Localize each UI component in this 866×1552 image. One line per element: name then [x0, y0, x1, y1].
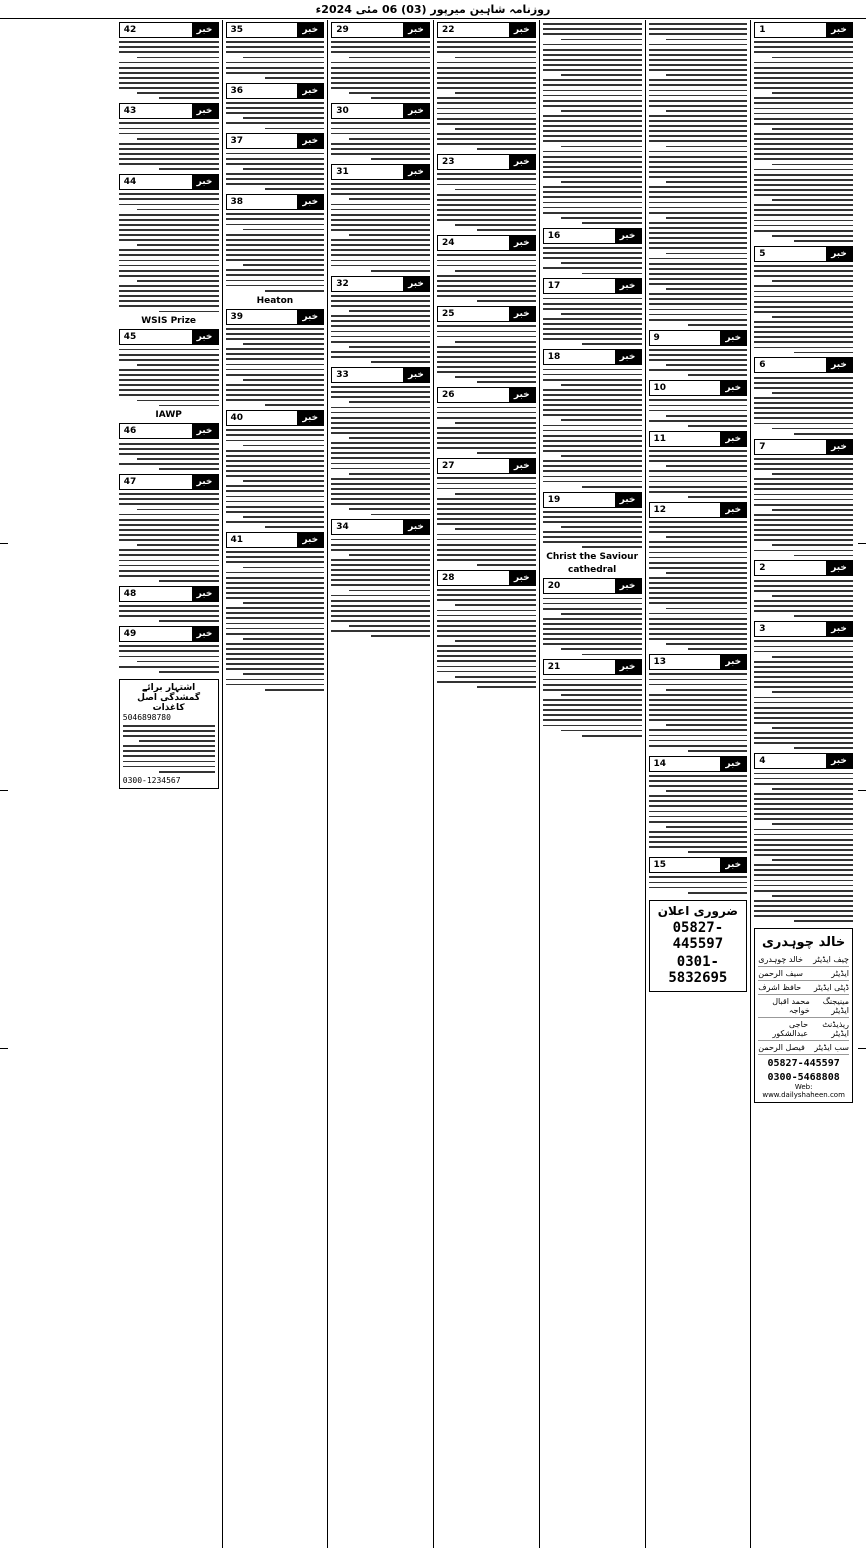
news-item	[119, 474, 219, 582]
news-body	[649, 876, 748, 893]
news-item	[226, 194, 325, 292]
news-label: خبر	[509, 23, 535, 37]
news-number: 48	[123, 588, 137, 599]
news-number-box	[754, 246, 853, 262]
news-number-box	[226, 22, 325, 38]
column-4	[433, 20, 539, 1548]
fold-mark	[858, 790, 866, 791]
news-number: 7	[759, 441, 766, 452]
masthead-person: فیصل الرحمن	[758, 1043, 805, 1053]
news-body	[119, 122, 219, 170]
news-body	[754, 458, 853, 557]
news-number-box	[543, 492, 642, 508]
news-item	[649, 23, 748, 325]
news-label: خبر	[615, 660, 641, 674]
news-number: 24	[442, 238, 455, 249]
news-item	[649, 330, 748, 377]
news-label: خبر	[720, 381, 746, 395]
news-body	[437, 254, 536, 302]
news-number-box	[226, 83, 325, 99]
news-number: 22	[442, 25, 455, 35]
news-number-box	[119, 174, 219, 190]
news-item	[119, 22, 219, 99]
christ-text: Christ the Saviour	[546, 552, 639, 563]
news-item	[437, 306, 536, 383]
news-label: خبر	[403, 165, 429, 179]
news-number: 19	[547, 494, 561, 505]
news-body	[754, 41, 853, 241]
news-number: 32	[336, 278, 349, 289]
masthead-role: ریذیڈنٹ ایڈیٹر	[822, 1020, 849, 1039]
news-body	[754, 640, 853, 749]
news-label: خبر	[615, 493, 641, 507]
news-item	[119, 174, 219, 312]
news-number-box	[543, 659, 642, 675]
news-number: 49	[123, 629, 137, 640]
news-number-box	[754, 439, 853, 455]
news-label: خبر	[509, 236, 535, 250]
news-label: خبر	[192, 175, 218, 189]
news-number: 26	[442, 390, 455, 401]
news-item	[226, 133, 325, 190]
news-body	[543, 679, 642, 737]
news-number-box	[331, 367, 430, 383]
news-number: 17	[547, 281, 561, 292]
news-item	[543, 659, 642, 736]
page-header	[0, 0, 866, 19]
news-label: خبر	[509, 307, 535, 321]
news-label: خبر	[403, 23, 429, 37]
news-label: خبر	[297, 23, 323, 37]
news-number-box	[119, 586, 219, 602]
news-number-box	[754, 621, 853, 637]
news-item	[754, 357, 853, 434]
news-number: 37	[230, 136, 244, 147]
news-number: 27	[442, 461, 455, 472]
news-label: خبر	[826, 622, 852, 636]
news-label: خبر	[826, 561, 852, 575]
news-number: 21	[547, 662, 561, 673]
news-item	[331, 103, 430, 160]
news-body	[543, 369, 642, 488]
news-number: 47	[123, 477, 137, 487]
news-number: 29	[336, 25, 349, 35]
news-number-box	[649, 380, 748, 396]
news-body	[437, 325, 536, 383]
news-body	[649, 450, 748, 498]
news-body	[331, 183, 430, 271]
news-number: 44	[123, 177, 137, 188]
news-body	[649, 673, 748, 751]
news-number-box	[331, 164, 430, 180]
announcement-ad	[649, 900, 748, 992]
news-number-box	[226, 133, 325, 149]
news-number: 25	[442, 309, 455, 320]
news-number: 14	[653, 758, 667, 769]
news-number: 6	[759, 360, 766, 371]
news-number-box	[437, 387, 536, 403]
news-number: 31	[336, 166, 349, 177]
news-number: 46	[123, 426, 137, 437]
news-number-box	[754, 22, 853, 38]
news-label: خبر	[615, 279, 641, 293]
masthead-web: Web: www.dailyshaheen.com	[762, 1083, 845, 1100]
masthead-person: خالد چوہدری	[758, 955, 803, 965]
news-body	[331, 539, 430, 638]
news-item	[649, 756, 748, 854]
news-number: 2	[759, 563, 766, 574]
masthead-person: حاجی عبدالشکور	[772, 1020, 809, 1039]
news-body	[543, 298, 642, 346]
fold-mark	[0, 1048, 8, 1049]
news-body	[123, 725, 215, 773]
news-item	[226, 532, 325, 691]
news-item	[331, 276, 430, 363]
news-item	[331, 164, 430, 272]
news-body	[119, 645, 219, 672]
news-label: خبر	[192, 475, 218, 489]
news-number: 45	[123, 332, 137, 343]
news-number: 35	[230, 25, 244, 35]
news-number-box	[119, 474, 219, 490]
wsis-prize-text: WSIS Prize	[141, 316, 197, 327]
news-body	[226, 153, 325, 190]
masthead-row	[758, 981, 849, 995]
news-number-box	[437, 458, 536, 474]
news-number: 3	[759, 624, 766, 635]
news-number: 34	[336, 522, 349, 533]
masthead-row	[758, 995, 849, 1018]
news-label: خبر	[826, 23, 852, 37]
news-item	[543, 349, 642, 487]
news-label: خبر	[826, 754, 852, 768]
masthead-name: خالد چوہدری	[762, 935, 846, 951]
news-label: خبر	[192, 627, 218, 641]
masthead-phone-1: 05827-445597	[767, 1058, 840, 1070]
masthead-person: سیف الرحمن	[758, 969, 803, 979]
news-item	[649, 380, 748, 427]
news-item	[754, 621, 853, 749]
column-6	[222, 20, 328, 1548]
news-number: 4	[759, 756, 766, 767]
ad-phone-2: 0301-5832695	[668, 953, 728, 986]
news-number: 18	[547, 352, 561, 363]
news-item	[437, 22, 536, 150]
news-number-box	[437, 154, 536, 170]
news-label: خبر	[192, 587, 218, 601]
news-label: خبر	[403, 104, 429, 118]
news-number-box	[437, 22, 536, 38]
news-label: خبر	[509, 155, 535, 169]
news-body	[754, 377, 853, 435]
column-1	[750, 20, 856, 1548]
news-item	[437, 235, 536, 302]
news-item	[649, 654, 748, 752]
news-label: خبر	[720, 655, 746, 669]
cathedral-text: cathedral	[567, 565, 617, 576]
news-body	[649, 399, 748, 426]
news-item	[437, 387, 536, 454]
news-number: 42	[123, 25, 137, 35]
news-body	[119, 349, 219, 407]
news-label: خبر	[297, 84, 323, 98]
news-body	[119, 605, 219, 622]
news-number-box	[119, 22, 219, 38]
header-date: روزنامہ شاہین میرپور (03) 06 مئی 2024ء	[315, 2, 551, 16]
news-number-box	[226, 309, 325, 325]
news-number: 13	[653, 657, 667, 668]
ad-phone-1: 05827-445597	[672, 919, 724, 952]
news-number-box	[437, 235, 536, 251]
news-item	[119, 586, 219, 622]
news-number: 9	[653, 332, 660, 343]
masthead-row	[758, 953, 849, 967]
news-number: 39	[230, 311, 244, 322]
news-number-box	[754, 753, 853, 769]
news-number: 33	[336, 369, 349, 380]
news-number-box	[649, 857, 748, 873]
masthead-person: محمد اقبال خواجہ	[772, 997, 810, 1016]
news-body	[226, 213, 325, 291]
news-number-box	[754, 357, 853, 373]
news-label: خبر	[297, 411, 323, 425]
news-body	[226, 429, 325, 528]
news-body	[119, 443, 219, 470]
news-number: 28	[442, 572, 455, 583]
news-label: خبر	[720, 503, 746, 517]
news-number-box	[331, 22, 430, 38]
news-number-box	[543, 278, 642, 294]
news-item	[649, 431, 748, 498]
news-item	[119, 329, 219, 406]
news-body	[649, 775, 748, 853]
news-label: خبر	[297, 134, 323, 148]
news-label: خبر	[826, 247, 852, 261]
news-label: خبر	[826, 440, 852, 454]
news-body	[437, 477, 536, 565]
news-number-box	[226, 410, 325, 426]
news-item	[119, 103, 219, 170]
news-number: 1	[759, 25, 766, 35]
masthead-role: ایڈیٹر	[831, 969, 849, 979]
masthead-role: ڈپٹی ایڈیٹر	[813, 983, 849, 993]
news-item	[331, 367, 430, 515]
masthead-row	[758, 967, 849, 981]
news-body	[649, 349, 748, 376]
news-label: خبر	[615, 350, 641, 364]
news-number-box	[649, 431, 748, 447]
news-item	[754, 753, 853, 922]
notice-phone: 0300-1234567	[122, 775, 181, 785]
column-3	[539, 20, 645, 1548]
news-number-box	[649, 330, 748, 346]
news-label: خبر	[615, 579, 641, 593]
news-item	[119, 626, 219, 673]
news-body	[649, 23, 748, 325]
news-item	[226, 410, 325, 528]
news-item	[754, 560, 853, 617]
fold-mark	[0, 543, 8, 544]
news-label: خبر	[509, 571, 535, 585]
column-5	[327, 20, 433, 1548]
news-item	[754, 22, 853, 242]
news-item	[754, 246, 853, 354]
news-body	[331, 41, 430, 99]
news-body	[754, 773, 853, 923]
news-number-box	[331, 276, 430, 292]
news-number: 38	[230, 197, 244, 208]
masthead-role: چیف ایڈیٹر	[813, 955, 849, 965]
news-body	[437, 41, 536, 150]
news-label: خبر	[720, 432, 746, 446]
news-number: 12	[653, 504, 667, 515]
news-body	[437, 173, 536, 231]
news-number: 40	[230, 413, 244, 424]
news-item	[543, 492, 642, 549]
news-body	[754, 580, 853, 617]
news-item	[226, 83, 325, 130]
news-number-box	[543, 228, 642, 244]
news-body	[649, 521, 748, 650]
news-body	[543, 598, 642, 656]
news-item	[649, 857, 748, 893]
masthead-phone-2: 0300-5468808	[767, 1072, 840, 1084]
news-number-box	[543, 578, 642, 594]
news-item	[437, 458, 536, 566]
news-label: خبر	[192, 23, 218, 37]
fold-mark	[858, 1048, 866, 1049]
news-body	[331, 295, 430, 363]
news-number: 5	[759, 248, 766, 259]
news-item	[226, 22, 325, 79]
news-item	[543, 23, 642, 223]
news-label: خبر	[192, 104, 218, 118]
news-label: خبر	[720, 757, 746, 771]
news-label: خبر	[403, 368, 429, 382]
news-label: خبر	[509, 388, 535, 402]
notice-id: 5046898780	[122, 712, 171, 722]
news-item	[119, 423, 219, 470]
news-number: 11	[653, 433, 667, 444]
news-item	[543, 578, 642, 655]
news-body	[226, 328, 325, 406]
news-item	[331, 519, 430, 637]
news-number: 15	[653, 860, 667, 871]
news-label: خبر	[720, 331, 746, 345]
columns-container	[10, 20, 856, 1548]
news-label: خبر	[509, 459, 535, 473]
news-number-box	[437, 306, 536, 322]
news-number-box	[119, 329, 219, 345]
news-item	[437, 154, 536, 231]
news-number-box	[331, 103, 430, 119]
column-2	[645, 20, 751, 1548]
news-number-box	[543, 349, 642, 365]
news-number-box	[331, 519, 430, 535]
news-number: 10	[653, 383, 667, 394]
news-body	[543, 247, 642, 274]
masthead-row	[758, 1018, 849, 1041]
news-label: خبر	[192, 424, 218, 438]
news-item	[543, 278, 642, 345]
masthead-person: حافظ اشرف	[758, 983, 802, 993]
news-label: خبر	[192, 330, 218, 344]
news-label: خبر	[615, 229, 641, 243]
news-label: خبر	[297, 195, 323, 209]
news-number-box	[649, 502, 748, 518]
masthead-role: مینیجنگ ایڈیٹر	[822, 997, 849, 1016]
fold-mark	[0, 790, 8, 791]
news-number-box	[119, 626, 219, 642]
fold-mark	[858, 543, 866, 544]
column-7	[116, 20, 222, 1548]
news-label: خبر	[720, 858, 746, 872]
news-number: 23	[442, 157, 455, 168]
news-item	[226, 309, 325, 407]
news-item	[331, 22, 430, 99]
news-number-box	[754, 560, 853, 576]
news-label: خبر	[403, 277, 429, 291]
news-body	[437, 589, 536, 688]
news-number: 20	[547, 581, 561, 592]
news-number-box	[437, 570, 536, 586]
news-label: خبر	[297, 533, 323, 547]
news-number-box	[119, 103, 219, 119]
news-item	[437, 570, 536, 688]
news-body	[119, 493, 219, 581]
heaton-text: Heaton	[256, 295, 294, 306]
news-number-box	[119, 423, 219, 439]
news-number: 36	[230, 85, 244, 96]
news-body	[331, 122, 430, 159]
news-body	[437, 407, 536, 455]
news-body	[119, 193, 219, 312]
news-body	[226, 102, 325, 129]
news-body	[543, 511, 642, 548]
notice-title: اشتہار برائے گمشدگی اصل کاغذات	[137, 682, 201, 713]
news-number-box	[649, 654, 748, 670]
news-number: 43	[123, 106, 137, 117]
news-number: 41	[230, 534, 244, 545]
masthead-role: سب ایڈیٹر	[814, 1043, 849, 1053]
news-body	[226, 551, 325, 690]
ad-title: ضروری اعلان	[657, 903, 739, 918]
iawp-text: IAWP	[155, 410, 182, 421]
news-number-box	[649, 756, 748, 772]
news-body	[226, 41, 325, 78]
news-body	[543, 23, 642, 223]
news-body	[331, 386, 430, 515]
news-item	[754, 439, 853, 557]
news-body	[754, 265, 853, 353]
news-item	[649, 502, 748, 650]
news-label: خبر	[826, 358, 852, 372]
news-item	[543, 228, 642, 275]
news-number-box	[226, 532, 325, 548]
masthead-row	[758, 1041, 849, 1055]
news-body	[119, 41, 219, 99]
lost-documents-notice	[119, 679, 219, 789]
news-label: خبر	[403, 520, 429, 534]
news-number: 30	[336, 106, 349, 117]
news-number: 16	[547, 230, 561, 241]
news-label: خبر	[297, 310, 323, 324]
news-number-box	[226, 194, 325, 210]
masthead-box	[754, 928, 853, 1103]
